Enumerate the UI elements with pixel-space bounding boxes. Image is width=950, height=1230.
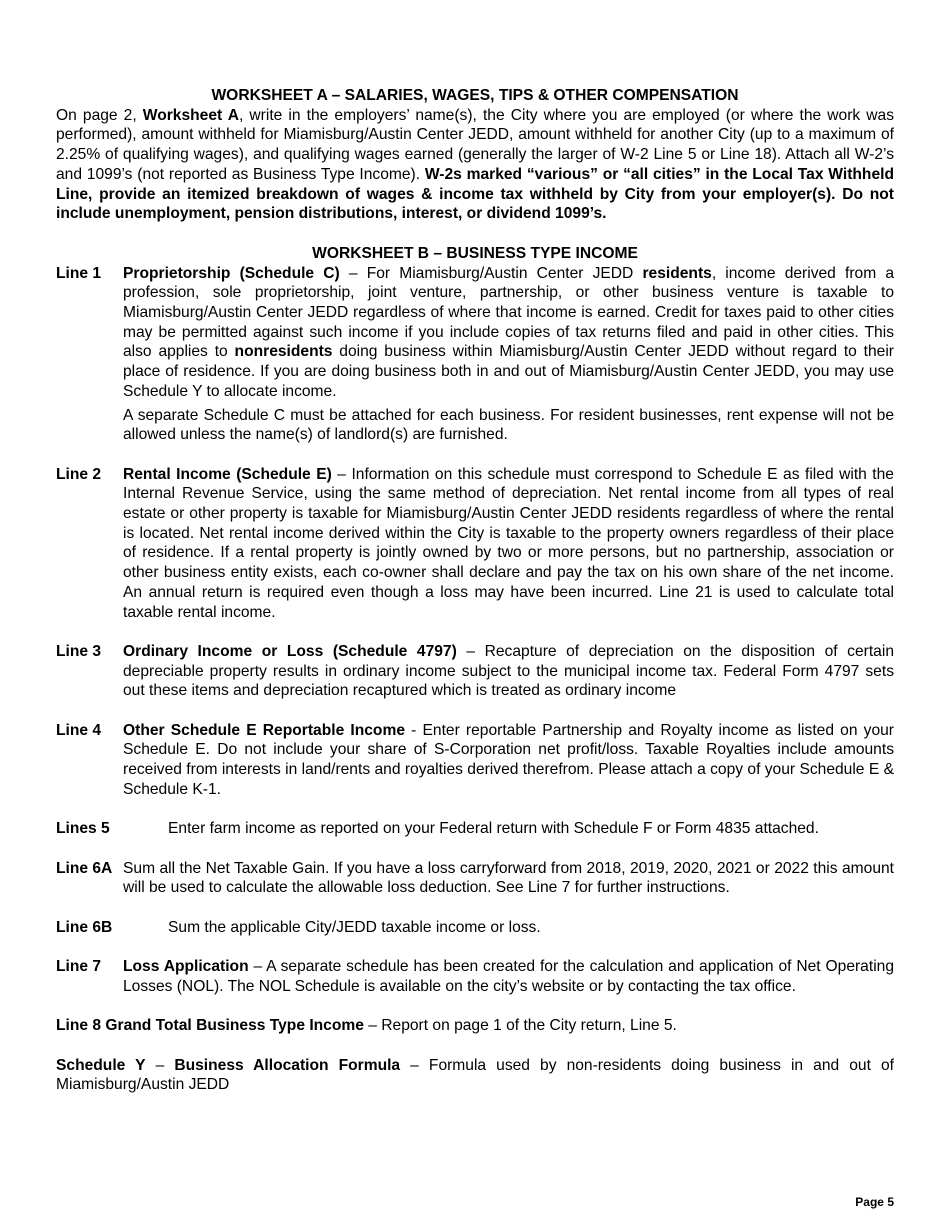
line-3-entry: [56, 642, 894, 701]
line-4-text: Other Schedule E Reportable Income - Enter reportable Partnership and Royalty income as listed on your Schedule E. Do not include your share of S-Corporation net profit/loss. Taxable Royalties include amounts received from interests in land/rents and royalties derived therefrom. Please attach a copy of your Schedule E & Schedule K-1.: [123, 721, 894, 798]
line-2-entry: [56, 465, 894, 623]
line-3-label: Line 3: [56, 642, 102, 660]
line-7-label: Line 7: [56, 958, 102, 976]
line-6a-entry: [56, 859, 894, 898]
line-1-entry: [56, 264, 894, 445]
line-4-label: Line 4: [56, 721, 102, 739]
line-6a-label: Line 6A: [56, 859, 113, 877]
schedule-y-label: Schedule Y: [56, 1056, 146, 1074]
line-1-label: Line 1: [56, 264, 102, 282]
line-7-text: Loss Application – A separate schedule has been created for the calculation and application of Net Operating Losses (NOL). The NOL Schedule is available on the city’s website or by contacting the tax office.: [123, 958, 895, 995]
line-6b-label: Line 6B: [56, 918, 113, 936]
line-4-entry: [56, 721, 894, 800]
line-2-label: Line 2: [56, 465, 102, 483]
line-3-text: Ordinary Income or Loss (Schedule 4797) – Recapture of depreciation on the disposition of certain depreciable property results in ordinary income subject to the municipal income tax. Federal Form 4797 sets out these items and depreciation recaptured which is treated as ordinary income: [123, 642, 894, 700]
document-page: [56, 86, 894, 1095]
line-5-text: Enter farm income as reported on your Federal return with Schedule F or Form 4835 attached.: [168, 820, 819, 838]
page-number: Page 5: [855, 1195, 894, 1209]
schedule-y-entry: Schedule Y – Business Allocation Formula – Formula used by non-residents doing business in and out of Miamisburg/Austin JEDD: [56, 1056, 894, 1094]
line-7-entry: [56, 957, 894, 996]
line-8-label: Line 8: [56, 1017, 102, 1035]
line-1-text: Proprietorship (Schedule C) – For Miamisburg/Austin Center JEDD residents, income derived from a profession, sole proprietorship, joint venture, partnership, or other business venture is taxable to Miamisburg/Austin Center JEDD regardless of where that income is earned. Credit for taxes paid to other cities may be permitted against such income if you include copies of tax returns filed and paid in other cities. This also applies to nonresidents doing business within Miamisburg/Austin Center JEDD without regard to their place of residence. If you are doing business both in and out of Miamisburg/Austin Center JEDD, you may use Schedule Y to allocate income.: [123, 264, 895, 400]
line-2-text: Rental Income (Schedule E) – Information on this schedule must correspond to Schedule E as filed with the Internal Revenue Service, using the same method of depreciation. Net rental income from all types of real estate or other property is taxable for Miamisburg/Austin Center JEDD residents regardless of where the rental is located. Net rental income derived within the City is taxable to the property owners regardless of their place of residence. If a rental property is jointly owned by two or more persons, but no partnership, association or other business entity exists, each co-owner shall declare and pay the tax on his own share of the net income. An annual return is required even though a loss may have been incurred. Line 21 is used to calculate total taxable rental income.: [123, 465, 894, 621]
line-6b-entry: [56, 918, 894, 938]
line-5-label: Lines 5: [56, 820, 110, 838]
line-6a-text: Sum all the Net Taxable Gain. If you have a loss carryforward from 2018, 2019, 2020, 2021 or 2022 this amount will be used to calculate the allowable loss deduction. See Line 7 for further instructions.: [123, 859, 894, 897]
worksheet-a-paragraph: On page 2, Worksheet A, write in the employers’ name(s), the City where you are employed (or where the work was performed), amount withheld for Miamisburg/Austin Center JEDD, amount withheld for another City (up to a maximum of 2.25% of qualifying wages), and qualifying wages earned (generally the larger of W-2 Line 5 or Line 18). Attach all W-2’s and 1099’s (not reported as Business Type Income). W-2s marked “various” or “all cities” in the Local Tax Withheld Line, provide an itemized breakdown of wages & income tax withheld by City from your employer(s). Do not include unemployment, pension distributions, interest, or dividend 1099’s.: [56, 106, 895, 223]
line-6b-text: Sum the applicable City/JEDD taxable income or loss.: [168, 918, 541, 936]
worksheet-b-title: WORKSHEET B – BUSINESS TYPE INCOME: [312, 244, 638, 262]
line-1-subtext: A separate Schedule C must be attached for each business. For resident businesses, rent expense will not be allowed unless the name(s) of landlord(s) are furnished.: [123, 406, 894, 444]
line-5-entry: [56, 819, 894, 839]
worksheet-a-title: WORKSHEET A – SALARIES, WAGES, TIPS & OTHER COMPENSATION: [211, 87, 739, 104]
line-8-entry: Line 8 Grand Total Business Type Income – Report on page 1 of the City return, Line 5.: [56, 1017, 677, 1035]
